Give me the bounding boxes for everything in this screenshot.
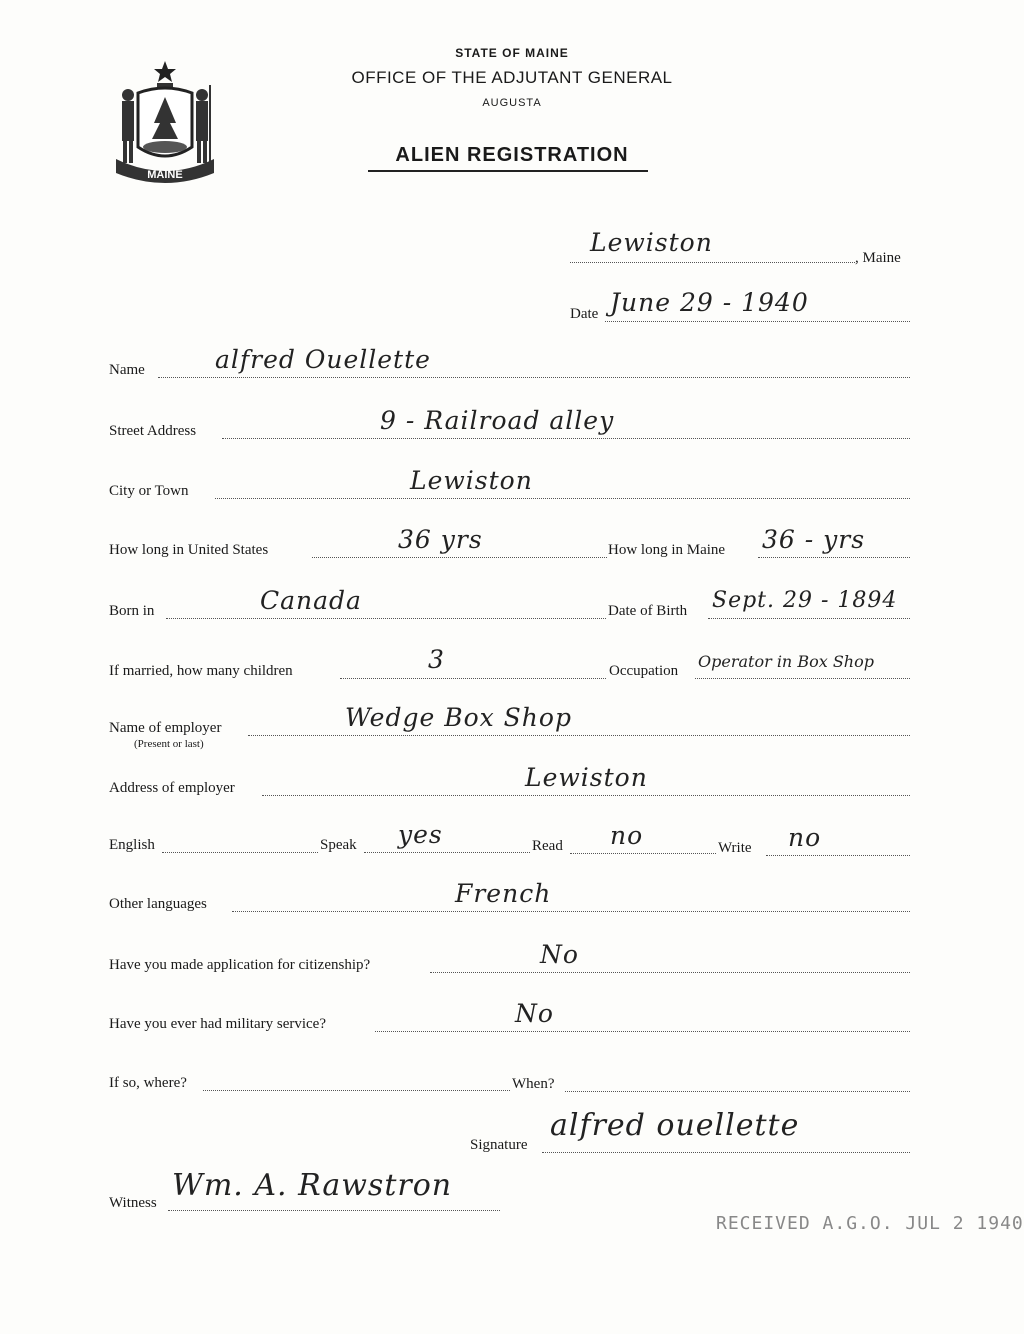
header-state: STATE OF MAINE	[455, 46, 569, 60]
signature-label: Signature	[470, 1137, 528, 1153]
when-label: When?	[512, 1076, 555, 1092]
place-suffix-label: , Maine	[855, 250, 901, 266]
write-label: Write	[718, 840, 752, 856]
state-seal-icon	[110, 55, 220, 190]
dob-line	[708, 618, 910, 619]
other-languages-value: French	[455, 879, 552, 908]
english-line	[162, 852, 318, 853]
witness-label: Witness	[109, 1195, 157, 1211]
children-label: If married, how many children	[109, 663, 293, 679]
citizenship-line	[430, 972, 910, 973]
dob-label: Date of Birth	[608, 603, 688, 619]
employer-address-value: Lewiston	[525, 763, 648, 792]
how-long-maine-value: 36 - yrs	[762, 525, 866, 554]
street-label: Street Address	[109, 423, 197, 439]
witness-value: Wm. A. Rawstron	[172, 1168, 453, 1203]
how-long-us-line	[312, 557, 607, 558]
born-in-value: Canada	[260, 586, 362, 615]
place-value: Lewiston	[590, 228, 713, 257]
seal-banner-text: MAINE	[147, 169, 183, 181]
children-line	[340, 678, 606, 679]
witness-line	[168, 1210, 500, 1211]
signature-value: alfred ouellette	[550, 1108, 800, 1143]
english-label: English	[109, 837, 155, 853]
where-line	[203, 1090, 510, 1091]
military-label: Have you ever had military service?	[109, 1016, 326, 1032]
read-label: Read	[532, 838, 563, 854]
street-value: 9 - Railroad alley	[380, 406, 615, 435]
city-line	[215, 498, 910, 499]
name-value: alfred Ouellette	[215, 345, 431, 374]
signature-line	[542, 1152, 910, 1153]
employer-address-label: Address of employer	[109, 780, 235, 796]
born-in-label: Born in	[109, 603, 155, 619]
street-line	[222, 438, 910, 439]
date-line	[605, 321, 910, 322]
date-value: June 29 - 1940	[610, 288, 809, 317]
speak-value: yes	[398, 820, 443, 849]
name-line	[158, 377, 910, 378]
employer-line	[248, 735, 910, 736]
where-label: If so, where?	[109, 1075, 187, 1091]
city-label: City or Town	[109, 483, 189, 499]
how-long-maine-line	[758, 557, 910, 558]
read-value: no	[610, 821, 644, 850]
header-city: AUGUSTA	[482, 97, 542, 109]
born-in-line	[166, 618, 606, 619]
employer-value: Wedge Box Shop	[345, 703, 572, 732]
read-line	[570, 853, 716, 854]
dob-value: Sept. 29 - 1894	[712, 588, 898, 613]
when-line	[565, 1091, 910, 1092]
city-value: Lewiston	[410, 466, 533, 495]
other-languages-line	[232, 911, 910, 912]
write-value: no	[788, 823, 822, 852]
write-line	[766, 855, 910, 856]
date-label: Date	[570, 306, 599, 322]
how-long-us-label: How long in United States	[109, 542, 269, 558]
employer-sub-label: (Present or last)	[134, 738, 204, 750]
place-line	[570, 262, 855, 263]
received-stamp: RECEIVED A.G.O. JUL 2 1940	[716, 1213, 1024, 1234]
occupation-label: Occupation	[609, 663, 679, 679]
military-line	[375, 1031, 910, 1032]
occupation-line	[695, 678, 910, 679]
employer-label: Name of employer	[109, 720, 222, 736]
name-label: Name	[109, 362, 145, 378]
children-value: 3	[428, 645, 445, 674]
employer-address-line	[262, 795, 910, 796]
speak-label: Speak	[320, 837, 357, 853]
title-underline	[368, 170, 648, 172]
how-long-us-value: 36 yrs	[398, 525, 483, 554]
form-title: ALIEN REGISTRATION	[395, 144, 629, 166]
other-languages-label: Other languages	[109, 896, 207, 912]
speak-line	[364, 852, 530, 853]
occupation-value: Operator in Box Shop	[698, 652, 874, 671]
military-value: No	[515, 999, 554, 1028]
citizenship-label: Have you made application for citizenship?	[109, 957, 371, 973]
header-office: OFFICE OF THE ADJUTANT GENERAL	[351, 68, 673, 87]
citizenship-value: No	[540, 940, 579, 969]
how-long-maine-label: How long in Maine	[608, 542, 726, 558]
